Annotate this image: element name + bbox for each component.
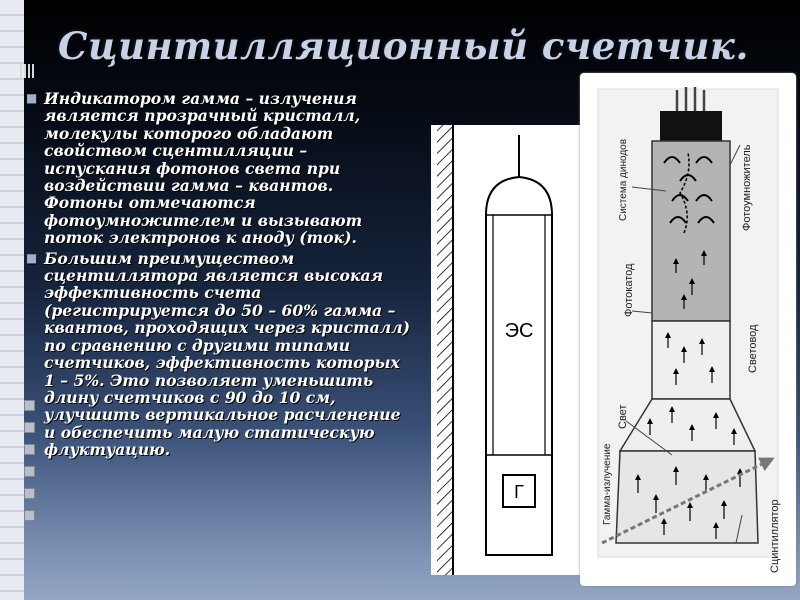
label-scintillator: Сцинтиллятор (769, 499, 781, 573)
label-dynodes: Система динодов (618, 138, 629, 221)
label-photocathode: Фотокатод (623, 263, 635, 317)
light-guide (652, 321, 730, 399)
pmt-drawing (580, 73, 796, 586)
label-light: Свет (617, 404, 629, 429)
label-lightguide: Световод (747, 324, 759, 373)
pmt-socket (660, 111, 722, 141)
left-decor-squares (24, 40, 40, 600)
left-decor-bar (0, 0, 24, 600)
scintillator-crystal (616, 451, 758, 543)
paragraph-2 (26, 248, 412, 460)
slide-title: Сцинтилляционный счетчик. (58, 24, 749, 68)
bullet-icon: ■ (26, 250, 38, 265)
label-pmt: Фотоумножитель (741, 144, 753, 231)
probe-label-g: Г (514, 482, 524, 502)
probe-label-es: ЭС (504, 320, 534, 342)
pmt-figure (580, 73, 796, 586)
pmt-tube (652, 141, 730, 321)
wall-left-hatch (437, 125, 453, 575)
bullet-icon: ■ (26, 91, 38, 105)
slide-body (26, 89, 412, 462)
paragraph-1-text: Индикатором гамма – излучения является прозрачный кристалл, молекулы которого обладают свойством сцентилляции – испускания фотонов света при воздействии гамма – квантов. Фотоны отмечаются фотоумножителем и вызывают поток электронов к аноду (ток). (44, 89, 363, 248)
label-gamma: Гамма-излучение (602, 443, 613, 525)
paragraph-1 (26, 89, 412, 248)
paragraph-2-text: Большим преимуществом сцентиллятора является высокая эффективность счета (регистрируется до 50 – 60% гамма – квантов, проходящих через кристалл) по сравнению с другими типами счетчиков, эффективность которых 1 – 5%. Это позволяет уменьшить длину счетчиков с 90 до 10 см, улучшить вертикальное расчленение и обеспечить малую статическую флуктуацию. (44, 248, 410, 460)
